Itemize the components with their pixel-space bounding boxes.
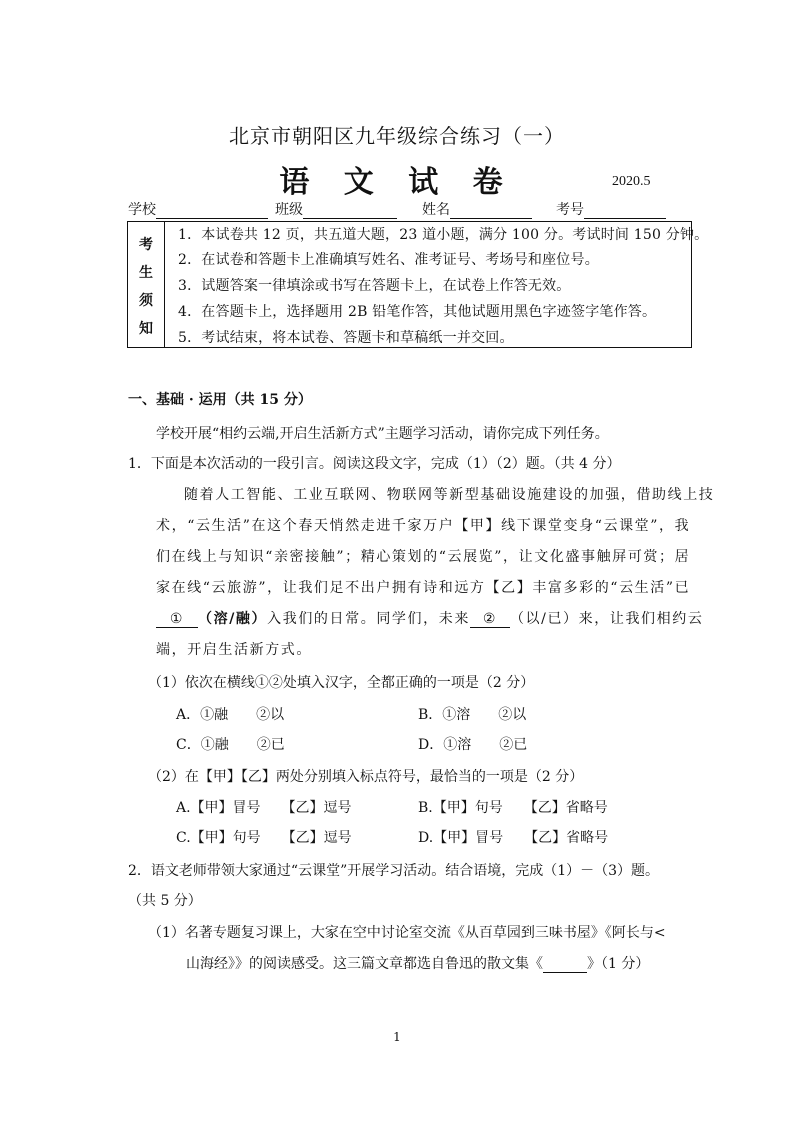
class-input-line[interactable] (303, 204, 397, 219)
question-2-score: （共 5 分） (128, 893, 202, 909)
blank-1-choices: （溶/融） (198, 611, 268, 627)
name-label: 姓名 (422, 202, 450, 218)
exam-title: 语 文 试 卷 (279, 165, 515, 200)
notice-item: 3．试题答案一律填涂或书写在答题卡上，在试卷上作答无效。 (178, 278, 571, 294)
notice-item: 5．考试结束，将本试卷、答题卡和草稿纸一并交回。 (178, 330, 514, 346)
notice-label (128, 222, 165, 347)
question-1-stem: 1．下面是本次活动的一段引言。阅读这段文字，完成（1）（2）题。（共 4 分） (128, 456, 621, 472)
page-number: 1 (393, 1030, 401, 1044)
option-c[interactable]: C.【甲】句号 【乙】逗号 (176, 830, 352, 846)
section-heading: 一、基础 · 运用（共 15 分） (128, 392, 312, 408)
question-2-sub1-line (186, 953, 649, 973)
candidate-notice-box (127, 221, 709, 348)
question-2-sub1-line: （1）名著专题复习课上，大家在空中讨论室交流《从百草园到三味书屋》《阿长与< (148, 925, 666, 941)
name-field (422, 199, 532, 219)
exam-number-field (556, 199, 666, 219)
option-a[interactable]: A．①融 ②以 (176, 707, 285, 723)
class-field (275, 199, 397, 219)
blank-1[interactable]: ① (156, 611, 198, 628)
notice-label-char: 须 (139, 293, 153, 309)
option-a[interactable]: A.【甲】冒号 【乙】逗号 (176, 800, 352, 816)
subquestion-2-stem: （2）在【甲】【乙】两处分别填入标点符号，最恰当的一项是（2 分） (148, 769, 584, 785)
option-b[interactable]: B．①溶 ②以 (418, 707, 527, 723)
student-info-row (128, 199, 694, 217)
passage-line: 端，开启生活新方式。 (156, 642, 312, 658)
answer-blank[interactable] (543, 956, 587, 973)
passage-text: 入我们的日常。同学们，未来 (267, 611, 470, 627)
option-d[interactable]: D.【甲】冒号 【乙】省略号 (418, 830, 609, 846)
school-input-line[interactable] (156, 204, 268, 219)
blank-2[interactable]: ② (470, 611, 510, 628)
passage-line-with-blanks (156, 608, 703, 628)
notice-label-char: 考 (139, 237, 153, 253)
option-c[interactable]: C．①融 ②已 (176, 737, 285, 753)
class-label: 班级 (275, 202, 303, 218)
exam-number-label: 考号 (556, 202, 584, 218)
option-d[interactable]: D．①溶 ②已 (418, 737, 528, 753)
exam-subtitle: 北京市朝阳区九年级综合练习（一） (229, 124, 565, 148)
question-2-stem: 2．语文老师带领大家通过“云课堂”开展学习活动。结合语境，完成（1）－（3）题。 (128, 863, 660, 879)
notice-item: 4．在答题卡上，选择题用 2B 铅笔作答，其他试题用黑色字迹签字笔作答。 (178, 304, 657, 320)
notice-item: 2．在试卷和答题卡上准确填写姓名、准考证号、考场号和座位号。 (178, 252, 599, 268)
notice-item: 1．本试卷共 12 页，共五道大题，23 道小题，满分 100 分。考试时间 150 分钟。 (178, 227, 709, 243)
subquestion-1-stem: （1）依次在横线①②处填入汉字，全都正确的一项是（2 分） (148, 675, 535, 691)
notice-label-char: 知 (139, 321, 153, 337)
passage-line: 术，“云生活”在这个春天悄然走进千家万户【甲】线下课堂变身“云课堂”，我 (156, 518, 691, 534)
option-b[interactable]: B.【甲】句号 【乙】省略号 (418, 800, 608, 816)
exam-date: 2020.5 (612, 174, 651, 189)
exam-number-input-line[interactable] (584, 204, 666, 219)
passage-line: 家在线“云旅游”，让我们足不出户拥有诗和远方【乙】丰富多彩的“云生活”已 (156, 580, 691, 596)
passage-text: （以/已）来，让我们相约云 (509, 611, 704, 627)
notice-label-char: 生 (139, 265, 153, 281)
section-intro: 学校开展“相约云端,开启生活新方式”主题学习活动，请你完成下列任务。 (156, 426, 609, 442)
question-2-sub1-text: 山海经》》的阅读感受。这三篇文章都选自鲁迅的散文集《 (186, 956, 543, 972)
passage-line: 们在线上与知识“亲密接触”；精心策划的“云展览”，让文化盛事触屏可赏；居 (156, 549, 691, 565)
passage-line: 随着人工智能、工业互联网、物联网等新型基础设施建设的加强，借助线上技 (184, 487, 715, 503)
name-input-line[interactable] (450, 204, 532, 219)
school-label: 学校 (128, 202, 156, 218)
school-field (128, 199, 268, 219)
question-2-sub1-score: 》（1 分） (587, 956, 650, 972)
